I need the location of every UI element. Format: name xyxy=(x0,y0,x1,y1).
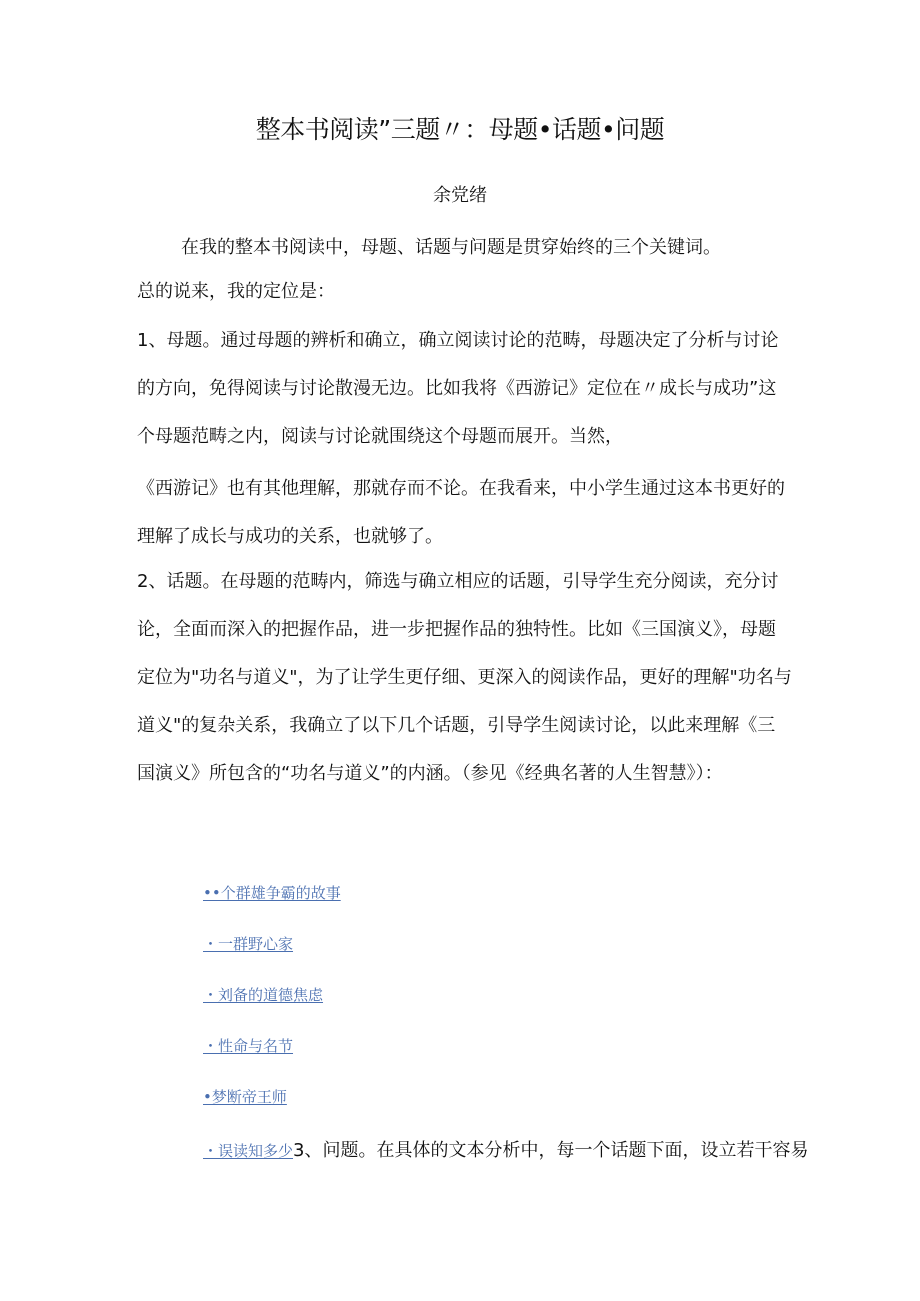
point-1-continuation: 《西游记》也有其他理解，那就存而不论。在我看来，中小学生通过这本书更好的理解了成长与成功的关系，也就够了。 xyxy=(137,478,785,547)
topic-link-item xyxy=(203,1021,803,1072)
topic-link-item xyxy=(203,919,803,970)
summary-paragraph: 总的说来，我的定位是： xyxy=(137,281,335,302)
point-3-row xyxy=(203,1127,809,1175)
intro-paragraph: 在我的整本书阅读中，母题、话题与问题是贯穿始终的三个关键词。 xyxy=(181,237,721,258)
topic-link[interactable]: ・误读知多少 xyxy=(203,1142,294,1160)
topic-link-item xyxy=(203,1072,803,1123)
topic-link[interactable]: •梦断帝王师 xyxy=(203,1088,287,1106)
topic-link[interactable]: ・性命与名节 xyxy=(203,1037,294,1055)
topic-link[interactable]: ・一群野心家 xyxy=(203,935,294,953)
point-2-paragraph: 2、话题。在母题的范畴内，筛选与确立相应的话题，引导学生充分阅读，充分讨论，全面而深入的把握作品，进一步把握作品的独特性。比如《三国演义》，母题定位为"功名与道义"，为了让学生更仔细、更深入的阅读作品，更好的理解"功名与道义"的复杂关系，我确立了以下几个话题，引导学生阅读讨论，以此来理解《三国演义》所包含的“功名与道义”的内涵。（参见《经典名著的人生智慧》）： xyxy=(137,571,792,784)
topic-link-list xyxy=(203,868,803,1123)
point-3-paragraph: 3、问题。在具体的文本分析中，每一个话题下面，设立若干容易 xyxy=(293,1140,809,1161)
point-1-paragraph: 1、母题。通过母题的辨析和确立，确立阅读讨论的范畴，母题决定了分析与讨论的方向，免得阅读与讨论散漫无边。比如我将《西游记》定位在〃成长与成功”这个母题范畴之内，阅读与讨论就围绕这个母题而展开。当然， xyxy=(137,330,779,447)
document-title: 整本书阅读”三题〃：母题•话题•问题 xyxy=(255,115,665,144)
topic-link[interactable]: ••个群雄争霸的故事 xyxy=(203,884,341,902)
author-name: 余党绪 xyxy=(433,185,487,206)
topic-link-item xyxy=(203,970,803,1021)
topic-link[interactable]: ・刘备的道德焦虑 xyxy=(203,986,324,1004)
topic-link-item xyxy=(203,868,803,919)
